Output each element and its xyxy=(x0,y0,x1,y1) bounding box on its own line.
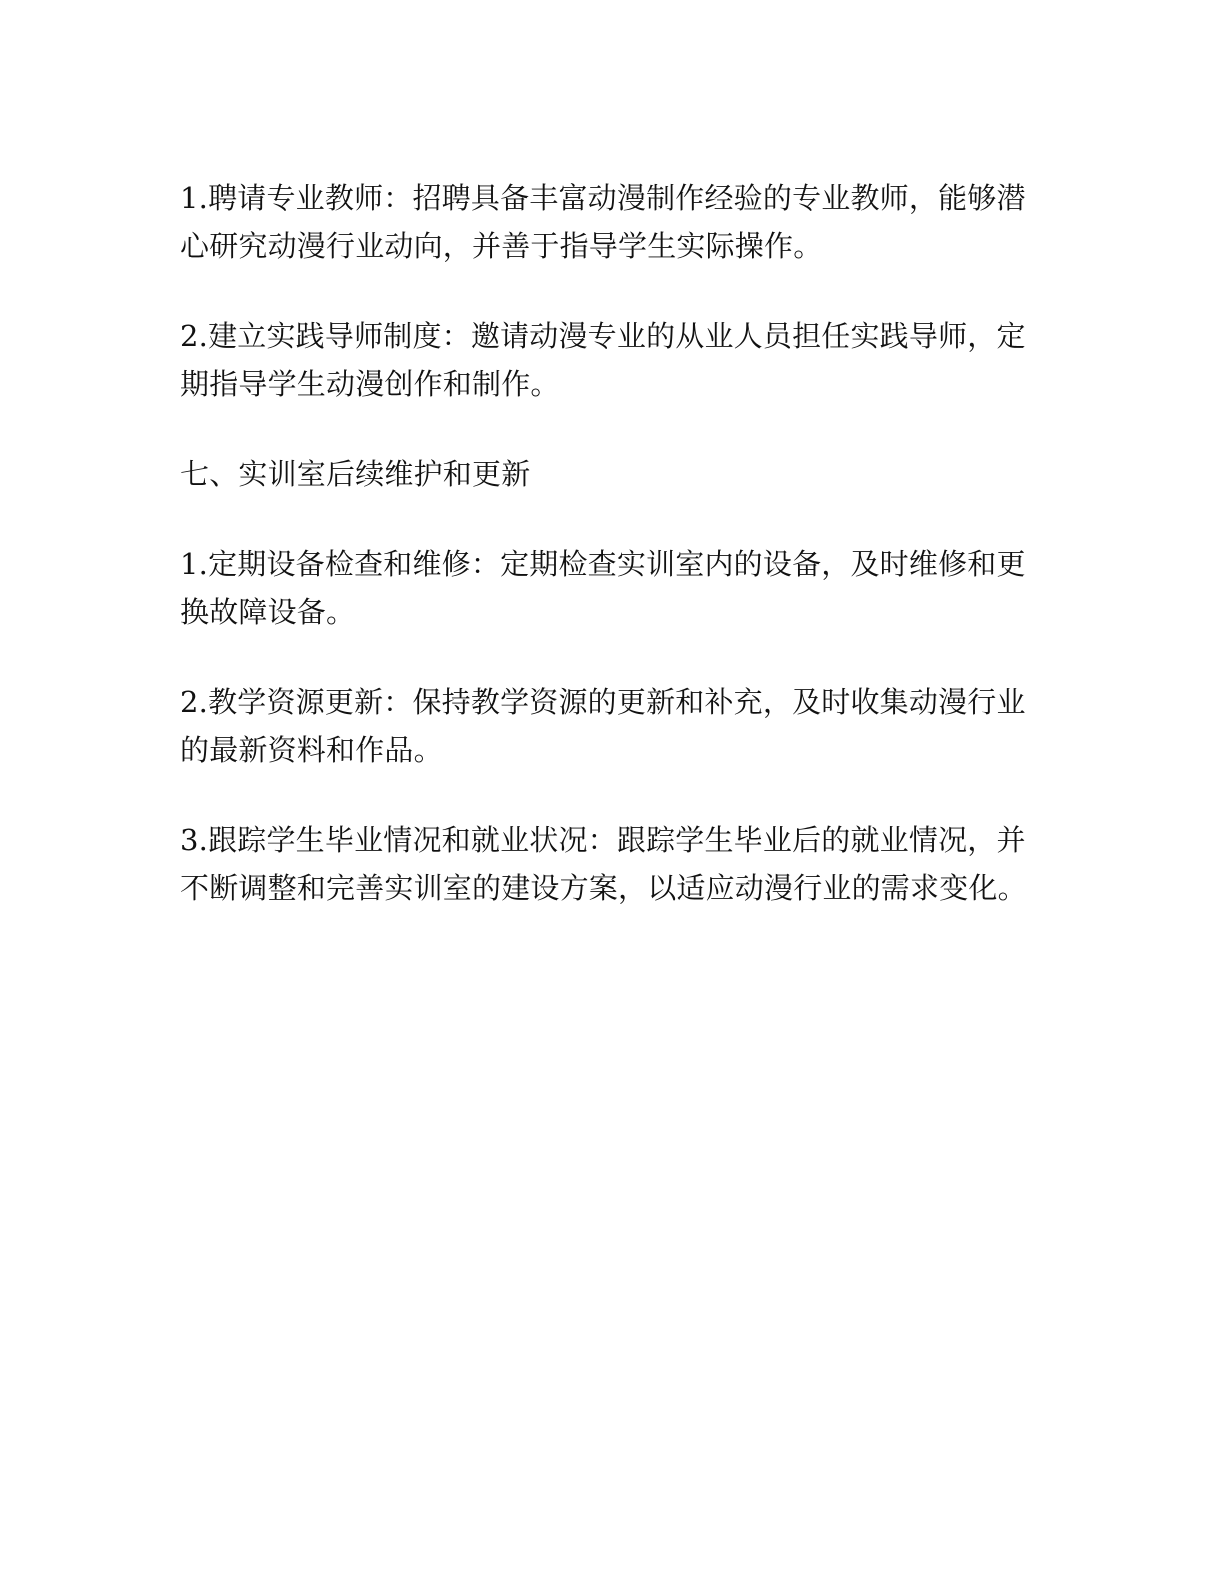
list-item-equipment-check: 1.定期设备检查和维修：定期检查实训室内的设备，及时维修和更换故障设备。 xyxy=(180,547,1026,629)
list-item-resource-update: 2.教学资源更新：保持教学资源的更新和补充，及时收集动漫行业的最新资料和作品。 xyxy=(180,685,1026,767)
document-body xyxy=(180,174,1050,954)
list-item-mentor-system: 2.建立实践导师制度：邀请动漫专业的从业人员担任实践导师，定期指导学生动漫创作和制作。 xyxy=(180,319,1026,401)
section-heading-maintenance: 七、实训室后续维护和更新 xyxy=(180,457,531,491)
list-item-graduate-tracking: 3.跟踪学生毕业情况和就业状况：跟踪学生毕业后的就业情况，并不断调整和完善实训室的建设方案，以适应动漫行业的需求变化。 xyxy=(180,823,1027,905)
list-item-hire-teachers: 1.聘请专业教师：招聘具备丰富动漫制作经验的专业教师，能够潜心研究动漫行业动向，并善于指导学生实际操作。 xyxy=(180,181,1026,263)
